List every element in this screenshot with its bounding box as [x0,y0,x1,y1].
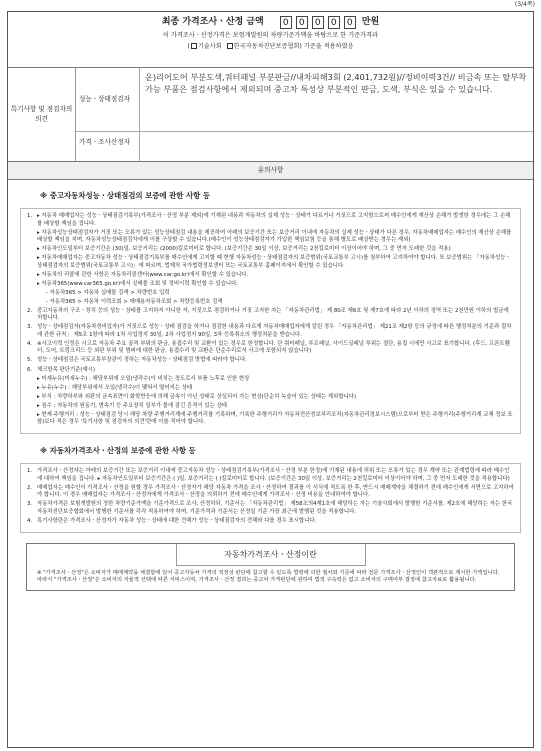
item-text: 체크항목 판단기준(예시) [37,366,95,373]
price-digit[interactable]: 0 [296,16,308,29]
item-text: 특기사항란은 가격조사ㆍ산정자가 자동차 성능ㆍ상태에 대한 견해가 성능ㆍ상태점검자의 견해와 다를 경우 표시합니다. [37,517,317,524]
price-digit[interactable]: 0 [328,16,340,29]
item-text: 가격조사ㆍ산정자는 아래의 보증기간 또는 보증거리 이내에 중고자동차 성능ㆍ상태점검기록부(가격조사ㆍ산정 부분 한정)에 기재된 내용에 허위 또는 오류가 있는 경우 계약 또는 관계법령에 따라 매수인에 대하여 책임을 집니다. ▸ 자동차인도일부터 보증기간은 ( )일, 보증거리는 ( )킬로미터로 합니다. (보증기간은 30일 이상, 보증거리는 2천킬로미터 이상이어야 하며, 그 중 먼저 도래한 것을 적용합니다) [37,468,510,482]
item-text: ▸ 부식 : 차량하부와 외판의 금속표면이 화학반응에 의해 금속이 아닌 상태로 상실되어 가는 현상(단순히 녹슬어 있는 상태는 제외합니다) [37,393,357,400]
notice-item [27,281,514,288]
option-engineer-society: 기술사회 [197,42,222,50]
notice-item [27,518,514,525]
item-text: ▸ 미세누유(미세누수) : 해당부위에 오일(냉각수)이 비치는 정도로서 부품 노후로 인한 현상 [37,375,250,382]
price-unit: 만원 [361,17,380,28]
item-number: 5. [27,357,33,364]
item-text: - 자동차365 > 자동차 이력조회 > 매매용자동차조회 > 차량등록번호 검색 [46,298,223,305]
price-digit[interactable]: 0 [312,16,324,29]
inspector-label: 성능ㆍ상태점검자 [76,68,140,131]
section2-box [20,463,521,533]
notice-item [27,324,514,339]
item-text: 성능ㆍ상태점검은 국토교통부장관이 정하는 자동차성능ㆍ상태점검 방법에 따라야 합니다. [37,357,247,364]
notice-item [27,403,514,410]
item-text: ※사고이력 인정은 사고로 자동차 주요 골격 부위의 판금, 용접수리 및 교환이 있는 경우로 한정합니다. 단 쿼터패널, 루프패널, 사이드실패널 부위는 절단, 용접 시에만 사고로 표기합니다. (후드, 프론트휀더, 도어, 트렁크리드 등 외판 부위 및 범퍼에 대한 판금, 용접수리 및 교환은 단순수리로서 사고에 포함되지 않습니다) [37,340,510,355]
notice-item [27,485,514,500]
opinion-table [8,68,533,162]
notice-item [27,367,514,374]
notice-item [27,412,514,427]
notice-item [27,501,514,516]
item-text: ▸ 침수 : 자동차의 원동기, 변속기 등 주요장치 일부가 물에 잠긴 흔적이 있는 상태 [37,402,227,409]
notice-item [27,468,514,483]
notice-item [27,272,514,279]
item-text: ▸ 자동차인도일부터 보증기간은 (30)일, 보증거리는 (2000)킬로미터로 합니다. (보증기간은 30일 이상, 보증거리는 2천킬로미터 이상이어야 하며, 그 중 먼저 도래한 것을 적용) [37,246,451,253]
notice-item [27,376,514,383]
item-number: 2. [27,484,33,491]
price-digit[interactable]: 0 [344,16,356,29]
notice-item [27,357,514,364]
notice-item [27,230,514,245]
item-text: 성능ㆍ상태점검자(자동차정비업자)가 거짓으로 성능ㆍ상태 점검을 하거나 점검한 내용과 다르게 자동차매매업자에게 알린 경우 「자동차관리법」 제21조 제2항 등의 규정에 따른 행정처분의 기준과 절차에 관한 규칙」 제5조 1항에 따라 1차 사업정지 30일, 2차 사업정지 90일, 3차 등록취소의 행정처분을 받습니다. [37,324,512,338]
item-text: 자동차가격은 보험개발원의 정한 차량기준가액을 기준가격으로 조사, 산정하되, 기준서는 「자동차관리법」 제58조의4제1호에 해당하는 자는 기술사회에서 발행한 기준서를, 제2호에 해당하는 자는 한국자동차진단보증협회에서 발행한 기준서를 각각 적용하여야 하며, 기준가격과 기준서는 산정일 기준 가장 최근에 발행된 것을 적용합니다. [37,501,513,515]
appraisal-definition-text: ※ "가격조사ㆍ산정"은 소비자가 매매계약을 체결함에 있어 중고자동차 가격의 적정성 판단에 참고할 수 있도록 법령에 의한 절차와 기준에 따라 전문 가격조사ㆍ산정인이 객관적으로 제시한 가액입니다. 따라서 "가격조사ㆍ산정"은 소비자의 자율적 선택에 따른 서비스이며, 가격조사ㆍ산정 결과는 중고차 가격판단에 관하여 법적 구속력은 없고 소비자의 구매여부 결정에 참고자료로 활용됩니다. [37,570,500,584]
notice-item [27,308,514,323]
notice-item [27,246,514,253]
notice-item [27,290,514,297]
appraisal-definition-title: 자동차가격조사ㆍ산정이란 [176,544,366,566]
price-label: 최종 가격조사ㆍ산정 금액 [161,17,264,28]
price-standard-options: ( 기술사회 한국자동차진단보증협회) 기준을 적용하였음 [187,42,354,50]
item-number: 3. [27,324,33,331]
item-text: ▸ 자동차 매매업자는 성능ㆍ상태점검기록부(가격조사ㆍ산정 부분 제외)에 기재된 내용과 자동차의 실제 성능ㆍ상태가 다르거나 거짓으로 고지함으로써 매수인에게 재산상 손해가 발생한 경우에는 그 손해를 배상할 책임을 집니다. [37,213,511,227]
diagnosis-assoc-checkbox[interactable] [227,43,233,49]
opinion-label: 특기사항 및 점검자의 의견 [8,68,76,161]
item-number: 2. [27,307,33,314]
notice-item [27,255,514,270]
item-text: ▸ 자동차365(www.car365.go.kr)에서 실매물 조회 및 정비이력 확인할 수 있습니다. [37,280,238,287]
notice-content [8,191,533,533]
page-number: (3/4쪽) [514,1,535,8]
item-number: 4. [27,340,33,347]
appraisal-definition-box [26,543,515,591]
section1-box [20,208,521,434]
item-text: ▸ 누유(누수) : 해당부위에서 오일(냉각수)이 맺혀서 떨어지는 상태 [37,384,193,391]
item-text: - 자동차365 > 자동차 실매물 검색 > 차량번호 입력 [46,289,170,296]
notice-item [27,341,514,356]
notice-item [27,394,514,401]
price-block [8,12,533,68]
appraiser-opinion-text[interactable] [140,132,533,161]
notice-item [27,385,514,392]
item-text: ▸ 자동차의 리콜에 관한 사항은 자동차리콜센터(www.car.go.kr)에서 확인할 수 있습니다. [37,271,249,278]
item-text: 중고자동차의 구조ㆍ장치 등의 성능ㆍ상태를 고지하지 아니한 자, 거짓으로 점검하거나 거짓 고지한 자는 「자동차관리법」 제 80조 제6호 및 제7호에 따라 2년 이하의 징역 또는 2천만원 이하의 벌금에 처합니다. [37,307,509,322]
inspection-form [7,11,534,748]
item-number: 3. [27,501,33,508]
inspector-opinion-text[interactable]: 운)리어도어 부분도색,쿼터패널 부분판금//내차피해3회 (2,401,732원)//정비이력3건// 비금속 또는 탈부착 가능 부품은 점검사항에서 제외되며 중고차 특성상 부분적인 판금, 도색, 부식은 있을 수 있습니다. [145,72,527,95]
engineer-society-checkbox[interactable] [191,43,197,49]
price-description: 이 가격조사ㆍ산정가격은 보험개발원의 차량기준가액을 바탕으로 한 기준가격과 [162,32,379,39]
item-text: ▸ 자동차성능상태점검자가 거짓 또는 오류가 있는 성능상태점검 내용을 제공하여 아래의 보증기간 또는 보증거리 이내에 자동차의 실제 성능ㆍ상태가 다른 경우, 자동차매매업자는 매수인의 재산상 손해를 배상할 책임을 지며, 자동차성능상태점검자에게 이를 구상할 수 있습니다.(매수인이 성능상태점검자가 가입한 책임보험 등을 통해 별도로 배상받는 경우는 제외) [37,229,512,244]
section2-title: ※ 자동차가격조사ㆍ산정의 보증에 관한 사항 등 [40,446,196,456]
notice-item [27,213,514,228]
notice-item [27,299,514,306]
appraiser-label: 가격ㆍ조사산정자 [76,132,140,161]
item-text: ▸ 자동차매매업자는 중고자동차 성능ㆍ상태점검기록부를 매수인에게 고지할 때 현행 자동차성능ㆍ상태점검자의 보증범위(국토교통부 고시)를 첨부하여 고지하여야 합니다. 또 보증범위는 「자동차성능ㆍ상태점검자의 보증범위(국토교통부 고시)」에 따르며, 법제처 국가법령정보센터 또는 국토교통부 홈페이지에서 확인할 수 있습니다. [37,255,511,269]
section1-title: ※ 중고자동차성능ㆍ상태점검의 보증에 관한 사항 등 [40,191,210,200]
item-number: 1. [27,468,33,475]
price-digit[interactable]: 0 [280,16,292,29]
option-diagnosis-assoc: 한국자동차진단보증협회) 기준을 적용하였음 [233,42,354,50]
item-number: 1. [27,213,33,220]
item-text: 매매업자는 매수인이 가격조사ㆍ산정을 원할 경우 가격조사ㆍ산정자가 해당 자동차 가격을 조사ㆍ산정하여 결과를 이 서식에 적도록 한 후, 반드시 매매계약을 체결하기 전에 매수인에게 서면으로 고지하여야 합니다. 이 경우 매매업자는 가격조사ㆍ산정자에게 가격조사ㆍ산정을 의뢰하기 전에 매수인에게 가격조사ㆍ산정 비용을 안내하여야 합니다. [37,484,514,499]
item-number: 4. [27,517,33,524]
notice-title: 유의사항 [8,162,533,180]
item-text: ▸ 현재 주행거리 : 성능ㆍ상태점검 당시 해당 차량 주행거리계에 주행거리를 기록하며, 기록한 주행거리가 자동차전산정보처리조직(자동차관리정보시스템)으로부터 받은 주행거리(주행거리계 교체 정보 포함)보다 적은 경우 '특기사항 및 점검자의 의견'란에 이를 적어야 합니다. [37,411,513,426]
item-number: 6. [27,366,33,373]
